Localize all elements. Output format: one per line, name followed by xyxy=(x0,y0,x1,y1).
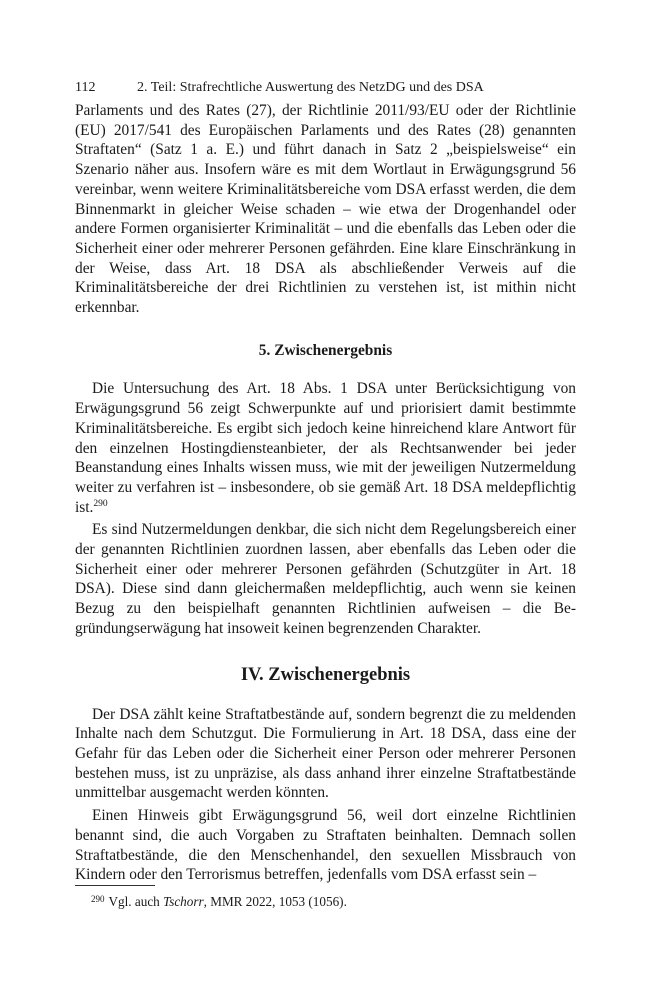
paragraph-sectionIV-1: Der DSA zählt keine Straftatbestände auf, sondern begrenzt die zu meldenden Inhalte nach dem Schutzgut. Die Formulierung in Art. 18 DSA, dass eine der Gefahr für das Leben oder die Sicherheit einer Person oder mehrerer Personen bestehen muss, ist zu unpräzise, als dass anhand ihrer einzelne Straftatbestände unmittelbar ausgemacht werden könnten. xyxy=(75,705,576,802)
paragraph-text: Die Untersuchung des Art. 18 Abs. 1 DSA unter Berücksichtigung von Erwägungsgrund 56 zeigt Schwerpunkte auf und priorisiert damit bestimmte Kriminalitätsbereiche. Es ergibt sich jedoch keine hinreichend klare Antwort für den einzelnen Hostingdiensteanbieter, der als Rechtsanwender bei jeder Beanstandung eines Inhalts wissen muss, wie mit der jeweiligen Nutzermeldung weiter zu verfahren ist – insbesondere, ob sie gemäß Art. 18 DSA meldepflichtig ist. xyxy=(75,380,576,516)
footnote-number: 290 xyxy=(91,894,105,904)
paragraph-section5-2: Es sind Nutzermeldungen denkbar, die sich nicht dem Regelungsbereich einer der genannten Richtlinien zuordnen lassen, aber ebenfalls das Leben oder die Sicherheit einer oder mehrerer Personen gefährden (Schutzgüter in Art. 18 DSA). Diese sind dann gleichermaßen meldepflichtig, auch wenn sie keinen Bezug zu den beispielhaft genannten Richtlinien aufweisen – die Begründungserwägung hat insoweit keinen begrenzenden Charakter. xyxy=(75,521,576,637)
footnote-divider xyxy=(75,885,155,886)
paragraph-section5-1 xyxy=(75,379,576,517)
paragraph-sectionIV-2: Einen Hinweis gibt Erwägungsgrund 56, weil dort einzelne Richtlinien benannt sind, die auch Vorgaben zu Straftaten beinhalten. Demnach sollen Straftatbestände, die den Menschenhandel, den sexuellen Missbrauch von Kindern oder den Terrorismus betreffen, jedenfalls vom DSA erfasst sein – xyxy=(75,807,576,884)
footnote-citation: , MMR 2022, 1053 (1056). xyxy=(203,894,347,909)
running-head xyxy=(75,79,590,97)
section-heading-5: 5. Zwischenergebnis xyxy=(258,341,393,359)
footnote-prefix: Vgl. auch xyxy=(108,894,164,909)
section-heading-IV: IV. Zwischenergebnis xyxy=(240,664,411,685)
footnote-reference[interactable]: 290 xyxy=(93,498,108,509)
footnote-author: Tschorr xyxy=(163,894,204,909)
body-text xyxy=(75,101,576,885)
footnote xyxy=(91,893,347,910)
paragraph-continuation: Parlaments und des Rates (27), der Richtlinie 2011/93/EU oder der Richtlinie (EU) 2017/541 des Europäischen Parlaments und des Rates (28) genannten Straftaten“ (Satz 1 a. E.) und führt danach in Satz 2 „beispielsweise“ ein Szenario näher aus. Insofern wäre es mit dem Wortlaut in Erwägungsgrund 56 vereinbar, wenn weitere Kriminalitätsbereiche vom DSA erfasst werden, die dem Binnenmarkt in gleicher Weise schaden – wie etwa der Drogenhandel oder andere Formen organisierter Kriminalität – und die ebenfalls das Leben oder die Sicherheit einer oder mehrerer Personen gefährden. Eine klare Einschränkung in der Weise, dass Art. 18 DSA als abschließender Verweis auf die Kriminalitätsbereiche der drei Richtlinien zu verstehen ist, ist mithin nicht erkennbar. xyxy=(75,102,576,317)
page-number: 112 xyxy=(75,80,96,95)
running-head-title: 2. Teil: Strafrechtliche Auswertung des NetzDG und des DSA xyxy=(137,80,484,95)
